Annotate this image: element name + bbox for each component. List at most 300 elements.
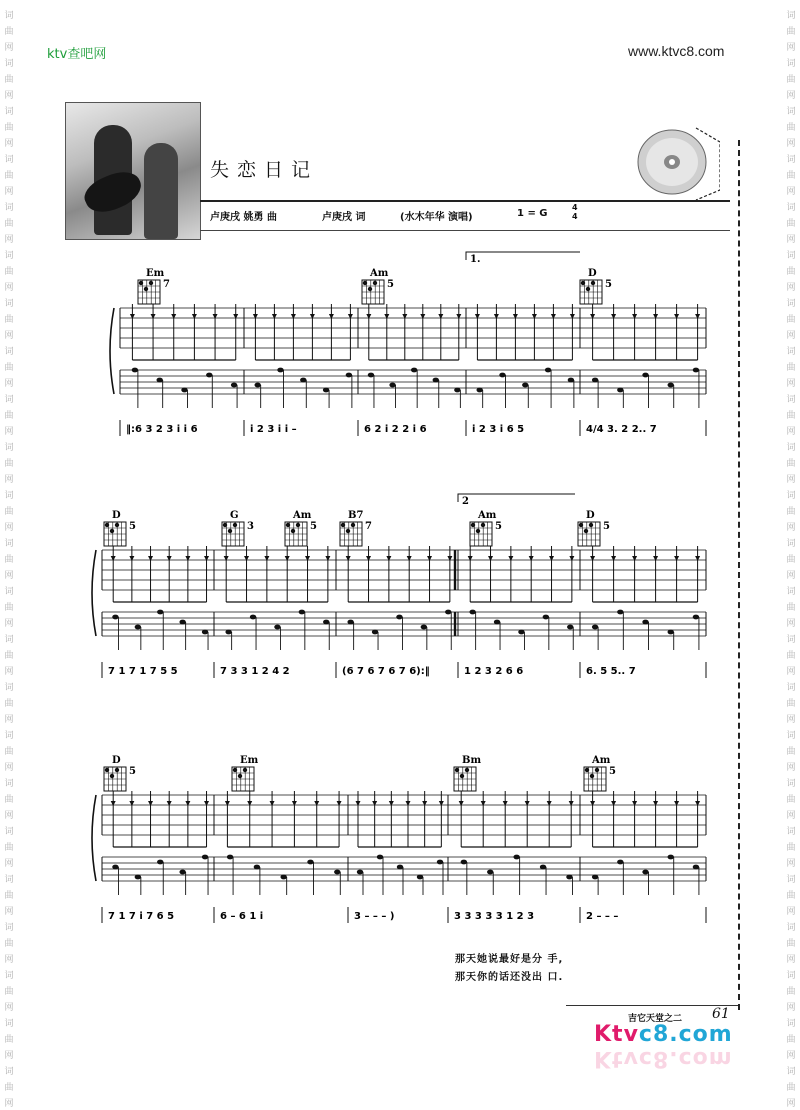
jianpu-measure: (6 7 6 7 6 7 6):‖	[342, 666, 430, 677]
note-head	[617, 860, 623, 865]
watermark-char: 词	[4, 155, 14, 165]
note-head	[323, 620, 329, 625]
chord-fret-number: 3	[247, 521, 254, 532]
chord-name: D	[588, 268, 597, 279]
chord-finger-dot	[595, 768, 599, 772]
watermark-char: 曲	[4, 747, 14, 757]
note-head	[277, 368, 283, 373]
watermark-char: 网	[786, 571, 796, 581]
watermark-char: 曲	[4, 555, 14, 565]
watermark-char: 词	[4, 971, 14, 981]
watermark-char: 词	[4, 203, 14, 213]
watermark-char: 曲	[786, 315, 796, 325]
note-head	[396, 615, 402, 620]
time-sig-bottom: 4	[572, 212, 578, 221]
watermark-char: 词	[4, 347, 14, 357]
time-sig-top: 4	[572, 203, 578, 212]
note-head	[300, 378, 306, 383]
note-head	[454, 388, 460, 393]
system-brace	[110, 308, 114, 394]
note-head	[202, 855, 208, 860]
watermark-char: 曲	[786, 843, 796, 853]
watermark-char: 网	[4, 187, 14, 197]
chord-finger-dot	[110, 529, 114, 533]
note-head	[202, 630, 208, 635]
watermark-char: 词	[786, 683, 796, 693]
watermark-char: 网	[4, 571, 14, 581]
note-head	[156, 378, 162, 383]
volta-bracket	[466, 252, 580, 260]
note-head	[307, 860, 313, 865]
watermark-char: 词	[786, 587, 796, 597]
watermark-char: 词	[4, 1019, 14, 1029]
chord-name: Em	[146, 268, 165, 279]
note-head	[206, 373, 212, 378]
chord-name: Am	[370, 268, 389, 279]
note-head	[254, 865, 260, 870]
watermark-char: 词	[786, 251, 796, 261]
chord-finger-dot	[144, 287, 148, 291]
watermark-char: 网	[4, 139, 14, 149]
watermark-char: 曲	[4, 651, 14, 661]
chord-fret-number: 5	[387, 279, 394, 290]
jianpu-measure: 7 3 3 1 2 4 2	[220, 666, 290, 677]
composer-credit: 卢庚戌 姚勇 曲	[210, 212, 277, 223]
watermark-char: 网	[786, 955, 796, 965]
chord-finger-dot	[589, 523, 593, 527]
chord-finger-dot	[590, 774, 594, 778]
chord-finger-dot	[139, 281, 143, 285]
note-head	[592, 875, 598, 880]
note-head	[693, 615, 699, 620]
watermark-char: 网	[786, 235, 796, 245]
note-head	[357, 870, 363, 875]
jianpu-measure: 3 3 3 3 3 1 2 3	[454, 911, 535, 922]
chord-finger-dot	[346, 529, 350, 533]
chord-finger-dot	[110, 774, 114, 778]
watermark-char: 词	[786, 59, 796, 69]
watermark-char: 曲	[4, 987, 14, 997]
watermark-char: 曲	[4, 171, 14, 181]
watermark-char: 曲	[4, 75, 14, 85]
note-head	[250, 615, 256, 620]
watermark-char: 词	[786, 347, 796, 357]
watermark-char: 网	[786, 139, 796, 149]
chord-finger-dot	[291, 529, 295, 533]
watermark-char: 曲	[4, 699, 14, 709]
system-brace	[92, 550, 96, 636]
watermark-char: 词	[4, 491, 14, 501]
watermark-char: 词	[4, 11, 14, 21]
watermark-char: 词	[4, 731, 14, 741]
watermark-char: 网	[4, 427, 14, 437]
watermark-char: 网	[4, 379, 14, 389]
note-head	[592, 378, 598, 383]
chord-name: Am	[592, 755, 611, 766]
watermark-char: 词	[786, 395, 796, 405]
lyric-line-1: 那天她说最好是分 手,	[455, 954, 564, 965]
watermark-char: 网	[4, 1099, 14, 1109]
chord-finger-dot	[471, 523, 475, 527]
watermark-char: 词	[786, 539, 796, 549]
watermark-char: 曲	[4, 267, 14, 277]
chord-finger-dot	[584, 529, 588, 533]
watermark-char: 词	[786, 779, 796, 789]
footer-logo-reflection	[594, 1046, 733, 1071]
note-head	[693, 865, 699, 870]
watermark-char: 网	[4, 811, 14, 821]
chord-name: Am	[478, 510, 497, 521]
chord-fret-number: 7	[365, 521, 372, 532]
chord-finger-dot	[149, 281, 153, 285]
watermark-char: 曲	[786, 123, 796, 133]
chord-name: G	[230, 510, 239, 521]
chord-name: D	[586, 510, 595, 521]
note-head	[566, 875, 572, 880]
watermark-char: 词	[786, 827, 796, 837]
note-head	[668, 383, 674, 388]
watermark-char: 曲	[786, 507, 796, 517]
watermark-char: 网	[786, 907, 796, 917]
performer-credit: (水木年华 演唱)	[400, 212, 473, 223]
watermark-char: 曲	[786, 987, 796, 997]
chord-fret-number: 5	[129, 521, 136, 532]
note-head	[499, 373, 505, 378]
jianpu-measure: ‖:6 3 2 3 i i 6	[126, 424, 198, 435]
jianpu-measure: 1 2 3 2 6 6	[464, 666, 524, 677]
page-number: 61	[712, 1006, 730, 1022]
chord-finger-dot	[363, 281, 367, 285]
watermark-char: 网	[786, 715, 796, 725]
footer-logo-reflection-accent: c8.com	[638, 1046, 733, 1071]
note-head	[112, 865, 118, 870]
brand-right-url[interactable]: www.ktvc8.com	[628, 43, 725, 59]
chord-name: D	[112, 755, 121, 766]
chord-name: B7	[348, 510, 364, 521]
watermark-char: 网	[4, 91, 14, 101]
watermark-char: 词	[4, 587, 14, 597]
chord-name: Am	[293, 510, 312, 521]
note-head	[346, 373, 352, 378]
watermark-char: 曲	[4, 219, 14, 229]
watermark-char: 曲	[4, 1083, 14, 1093]
jianpu-measure: 6 2 i 2 2 i 6	[364, 424, 427, 435]
watermark-char: 词	[4, 779, 14, 789]
watermark-char: 网	[4, 43, 14, 53]
watermark-char: 词	[4, 539, 14, 549]
note-head	[668, 855, 674, 860]
watermark-char: 网	[4, 715, 14, 725]
note-head	[157, 610, 163, 615]
watermark-char: 网	[4, 667, 14, 677]
watermark-char: 网	[4, 907, 14, 917]
volta-number: 2	[462, 496, 469, 507]
note-head	[132, 368, 138, 373]
watermark-char: 网	[786, 1099, 796, 1109]
watermark-char: 网	[4, 955, 14, 965]
jianpu-measure: 6 – 6 1 i	[220, 911, 264, 922]
jianpu-measure: i 2 3 i i –	[250, 424, 297, 435]
watermark-char: 网	[4, 619, 14, 629]
watermark-char: 词	[786, 491, 796, 501]
watermark-char: 网	[786, 859, 796, 869]
note-head	[280, 875, 286, 880]
note-head	[545, 368, 551, 373]
note-head	[433, 378, 439, 383]
watermark-char: 网	[4, 475, 14, 485]
watermark-char: 词	[786, 299, 796, 309]
footer-logo-reflection-main: Ktv	[594, 1046, 639, 1071]
chord-name: Bm	[462, 755, 482, 766]
footer-logo-accent: c8.com	[638, 1022, 733, 1047]
volta-bracket	[458, 494, 575, 502]
chord-finger-dot	[373, 281, 377, 285]
chord-finger-dot	[460, 774, 464, 778]
watermark-char: 曲	[4, 891, 14, 901]
jianpu-measure: 4/4 3. 2 2.. 7	[586, 424, 657, 435]
watermark-char: 曲	[786, 459, 796, 469]
watermark-char: 词	[786, 11, 796, 21]
watermark-char: 曲	[4, 411, 14, 421]
watermark-char: 网	[4, 763, 14, 773]
note-head	[476, 388, 482, 393]
watermark-char: 曲	[786, 27, 796, 37]
jianpu-measure: i 2 3 i 6 5	[472, 424, 525, 435]
note-head	[642, 620, 648, 625]
watermark-char: 词	[4, 875, 14, 885]
watermark-char: 词	[786, 155, 796, 165]
note-head	[437, 860, 443, 865]
watermark-char: 词	[4, 923, 14, 933]
watermark-char: 词	[786, 107, 796, 117]
watermark-char: 词	[4, 827, 14, 837]
system-brace	[92, 795, 96, 881]
note-head	[540, 865, 546, 870]
chord-finger-dot	[223, 523, 227, 527]
watermark-char: 网	[4, 235, 14, 245]
note-head	[227, 855, 233, 860]
jianpu-measure: 6. 5 5.. 7	[586, 666, 636, 677]
note-head	[179, 870, 185, 875]
note-head	[368, 373, 374, 378]
note-head	[231, 383, 237, 388]
watermark-char: 曲	[4, 459, 14, 469]
watermark-char: 曲	[4, 123, 14, 133]
watermark-char: 曲	[4, 27, 14, 37]
watermark-char: 网	[786, 91, 796, 101]
watermark-char: 词	[4, 635, 14, 645]
watermark-char: 网	[786, 427, 796, 437]
watermark-char: 曲	[786, 1083, 796, 1093]
watermark-char: 词	[786, 1067, 796, 1077]
note-head	[135, 875, 141, 880]
watermark-char: 网	[786, 379, 796, 389]
watermark-char: 词	[786, 731, 796, 741]
note-head	[592, 625, 598, 630]
watermark-char: 词	[4, 1067, 14, 1077]
lyric-line-2: 那天你的话还没出 口.	[455, 972, 564, 983]
note-head	[522, 383, 528, 388]
watermark-char: 词	[4, 683, 14, 693]
watermark-char: 网	[786, 811, 796, 821]
watermark-char: 网	[786, 1003, 796, 1013]
chord-fret-number: 5	[605, 279, 612, 290]
chord-finger-dot	[579, 523, 583, 527]
chord-finger-dot	[465, 768, 469, 772]
chord-finger-dot	[228, 529, 232, 533]
chord-finger-dot	[476, 529, 480, 533]
watermark-char: 曲	[4, 795, 14, 805]
note-head	[518, 630, 524, 635]
watermark-char: 词	[4, 107, 14, 117]
watermark-char: 网	[786, 43, 796, 53]
watermark-char: 网	[786, 619, 796, 629]
chord-finger-dot	[238, 774, 242, 778]
note-head	[417, 875, 423, 880]
watermark-char: 曲	[786, 939, 796, 949]
watermark-char: 曲	[786, 75, 796, 85]
note-head	[445, 610, 451, 615]
chord-finger-dot	[591, 281, 595, 285]
watermark-char: 曲	[4, 1035, 14, 1045]
chord-fret-number: 5	[603, 521, 610, 532]
watermark-char: 网	[4, 1051, 14, 1061]
chord-finger-dot	[586, 287, 590, 291]
watermark-char: 网	[786, 523, 796, 533]
note-head	[617, 388, 623, 393]
watermark-char: 网	[786, 187, 796, 197]
chord-name: Em	[240, 755, 259, 766]
lyricist-credit: 卢庚戌 词	[322, 212, 366, 223]
watermark-char: 网	[4, 283, 14, 293]
watermark-char: 词	[4, 251, 14, 261]
watermark-char: 词	[4, 395, 14, 405]
note-head	[135, 625, 141, 630]
watermark-char: 词	[786, 923, 796, 933]
brand-left[interactable]: ktv查吧网	[47, 47, 107, 62]
watermark-char: 曲	[786, 747, 796, 757]
footer-logo[interactable]	[594, 1022, 733, 1047]
watermark-char: 词	[786, 635, 796, 645]
note-head	[157, 860, 163, 865]
watermark-char: 曲	[786, 267, 796, 277]
note-head	[421, 625, 427, 630]
watermark-char: 曲	[786, 171, 796, 181]
note-head	[568, 378, 574, 383]
note-head	[668, 630, 674, 635]
chord-finger-dot	[341, 523, 345, 527]
jianpu-measure: 7 1 7 1 7 5 5	[108, 666, 178, 677]
watermark-char: 曲	[4, 939, 14, 949]
note-head	[494, 620, 500, 625]
watermark-char: 词	[786, 971, 796, 981]
watermark-char: 曲	[786, 1035, 796, 1045]
watermark-char: 曲	[4, 507, 14, 517]
chord-finger-dot	[243, 768, 247, 772]
watermark-char: 网	[786, 331, 796, 341]
watermark-char: 曲	[4, 363, 14, 373]
watermark-char: 网	[786, 667, 796, 677]
chord-finger-dot	[368, 287, 372, 291]
note-head	[617, 610, 623, 615]
note-head	[642, 870, 648, 875]
chord-finger-dot	[286, 523, 290, 527]
chord-name: D	[112, 510, 121, 521]
footer-logo-main: Ktv	[594, 1022, 639, 1047]
note-head	[461, 860, 467, 865]
chord-finger-dot	[105, 768, 109, 772]
watermark-char: 词	[786, 875, 796, 885]
note-head	[487, 870, 493, 875]
chord-finger-dot	[115, 768, 119, 772]
watermark-char: 曲	[4, 603, 14, 613]
watermark-char: 网	[786, 283, 796, 293]
note-head	[112, 615, 118, 620]
note-head	[181, 388, 187, 393]
jianpu-measure: 2 – – –	[586, 911, 619, 922]
chord-fret-number: 5	[609, 766, 616, 777]
note-head	[323, 388, 329, 393]
note-head	[513, 855, 519, 860]
watermark-char: 网	[4, 331, 14, 341]
note-head	[411, 368, 417, 373]
chord-finger-dot	[233, 768, 237, 772]
watermark-char: 曲	[786, 363, 796, 373]
key-signature: 1 = G	[517, 208, 548, 219]
watermark-char: 曲	[786, 795, 796, 805]
note-head	[179, 620, 185, 625]
note-head	[299, 610, 305, 615]
note-head	[254, 383, 260, 388]
volta-number: 1.	[470, 254, 481, 265]
note-head	[642, 373, 648, 378]
watermark-char: 网	[786, 475, 796, 485]
watermark-char: 网	[786, 763, 796, 773]
song-title: 失恋日记	[210, 159, 319, 181]
chord-finger-dot	[233, 523, 237, 527]
note-head	[469, 610, 475, 615]
watermark-char: 词	[4, 299, 14, 309]
watermark-char: 曲	[786, 651, 796, 661]
watermark-char: 网	[786, 1051, 796, 1061]
watermark-char: 词	[4, 443, 14, 453]
note-head	[372, 630, 378, 635]
chord-finger-dot	[455, 768, 459, 772]
watermark-char: 曲	[786, 411, 796, 421]
watermark-char: 词	[786, 203, 796, 213]
chord-finger-dot	[296, 523, 300, 527]
watermark-char: 曲	[786, 603, 796, 613]
watermark-char: 词	[786, 443, 796, 453]
chord-finger-dot	[351, 523, 355, 527]
chord-fret-number: 5	[495, 521, 502, 532]
watermark-char: 网	[4, 859, 14, 869]
watermark-char: 曲	[786, 555, 796, 565]
note-head	[377, 855, 383, 860]
chord-finger-dot	[581, 281, 585, 285]
watermark-char: 词	[4, 59, 14, 69]
chord-finger-dot	[105, 523, 109, 527]
watermark-char: 曲	[786, 219, 796, 229]
chord-finger-dot	[481, 523, 485, 527]
note-head	[389, 383, 395, 388]
note-head	[225, 630, 231, 635]
watermark-char: 词	[786, 1019, 796, 1029]
note-head	[567, 625, 573, 630]
chord-fret-number: 5	[310, 521, 317, 532]
watermark-char: 曲	[786, 699, 796, 709]
watermark-char: 网	[4, 1003, 14, 1013]
